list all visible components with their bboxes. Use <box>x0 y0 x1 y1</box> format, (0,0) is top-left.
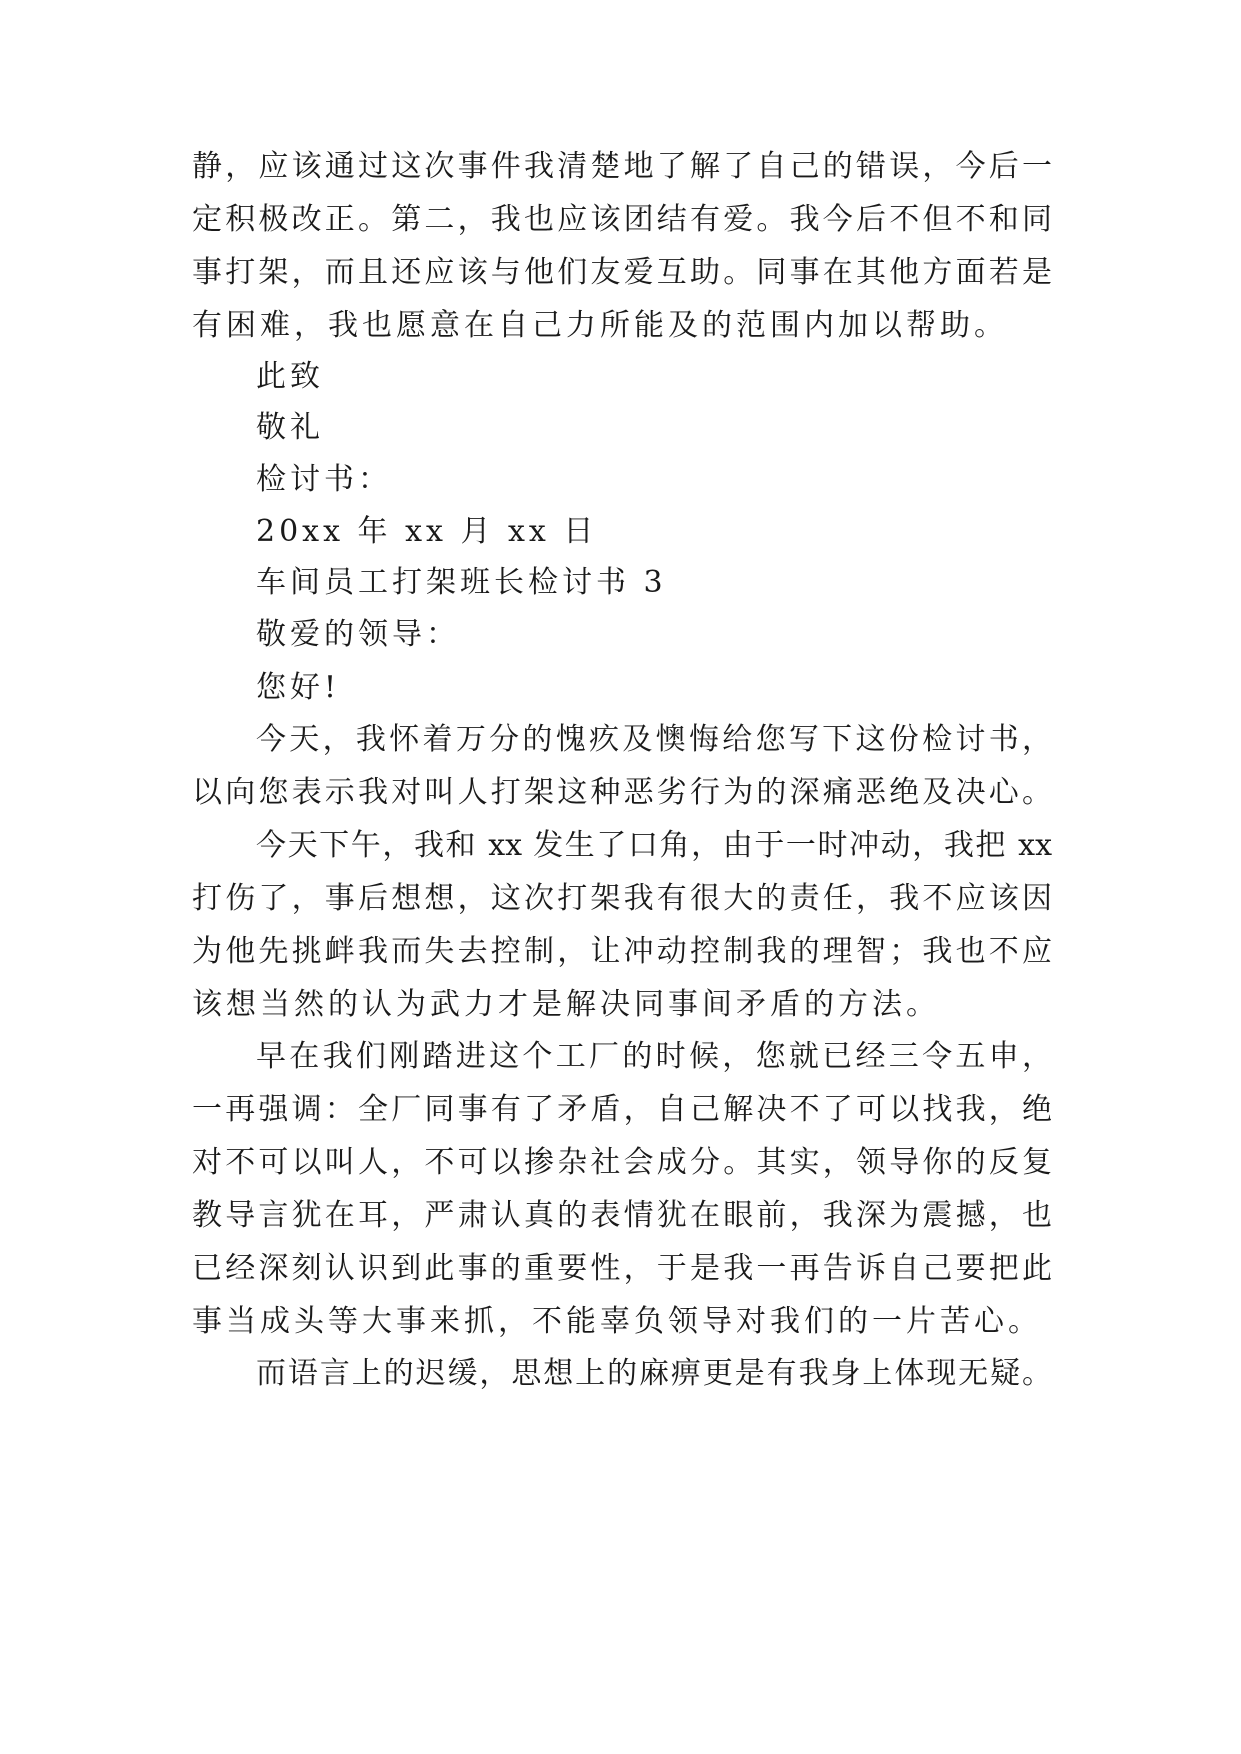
date-line: 20xx 年 xx 月 xx 日 <box>256 514 598 549</box>
section-title: 车间员工打架班长检讨书 3 <box>256 565 667 600</box>
text-line: 而语言上的迟缓，思想上的麻痹更是有我身上体现无疑。 <box>256 1356 1052 1391</box>
text-line: 以向您表示我对叫人打架这种恶劣行为的深痛恶绝及决心。 <box>192 775 1052 810</box>
text-line: 已经深刻认识到此事的重要性，于是我一再告诉自己要把此 <box>192 1251 1052 1286</box>
text-line: 打伤了，事后想想，这次打架我有很大的责任，我不应该因 <box>192 881 1052 916</box>
signature-label: 检讨书： <box>256 462 392 497</box>
text-line: 事打架，而且还应该与他们友爱互助。同事在其他方面若是 <box>192 255 1052 290</box>
text-line: 静，应该通过这次事件我清楚地了解了自己的错误，今后一 <box>192 149 1052 184</box>
text-line: 今天，我怀着万分的愧疚及懊悔给您写下这份检讨书， <box>256 722 1052 757</box>
text-line: 对不可以叫人，不可以掺杂社会成分。其实，领导你的反复 <box>192 1145 1052 1180</box>
text-line: 教导言犹在耳，严肃认真的表情犹在眼前，我深为震撼，也 <box>192 1198 1052 1233</box>
text-line: 为他先挑衅我而失去控制，让冲动控制我的理智；我也不应 <box>192 934 1052 969</box>
greeting-addressee: 敬爱的领导： <box>256 617 460 652</box>
text-line: 该想当然的认为武力才是解决同事间矛盾的方法。 <box>192 987 940 1022</box>
salutation-closing: 此致 <box>256 359 324 394</box>
text-line: 有困难，我也愿意在自己力所能及的范围内加以帮助。 <box>192 308 1008 343</box>
salutation-regards: 敬礼 <box>256 410 324 445</box>
text-line: 事当成头等大事来抓，不能辜负领导对我们的一片苦心。 <box>192 1304 1042 1339</box>
text-line: 今天下午，我和 xx 发生了口角，由于一时冲动，我把 xx <box>256 828 1052 863</box>
greeting-hello: 您好! <box>256 670 341 705</box>
text-line: 早在我们刚踏进这个工厂的时候，您就已经三令五申， <box>256 1039 1052 1074</box>
text-line: 一再强调：全厂同事有了矛盾，自己解决不了可以找我，绝 <box>192 1092 1052 1127</box>
text-line: 定积极改正。第二，我也应该团结有爱。我今后不但不和同 <box>192 202 1052 237</box>
